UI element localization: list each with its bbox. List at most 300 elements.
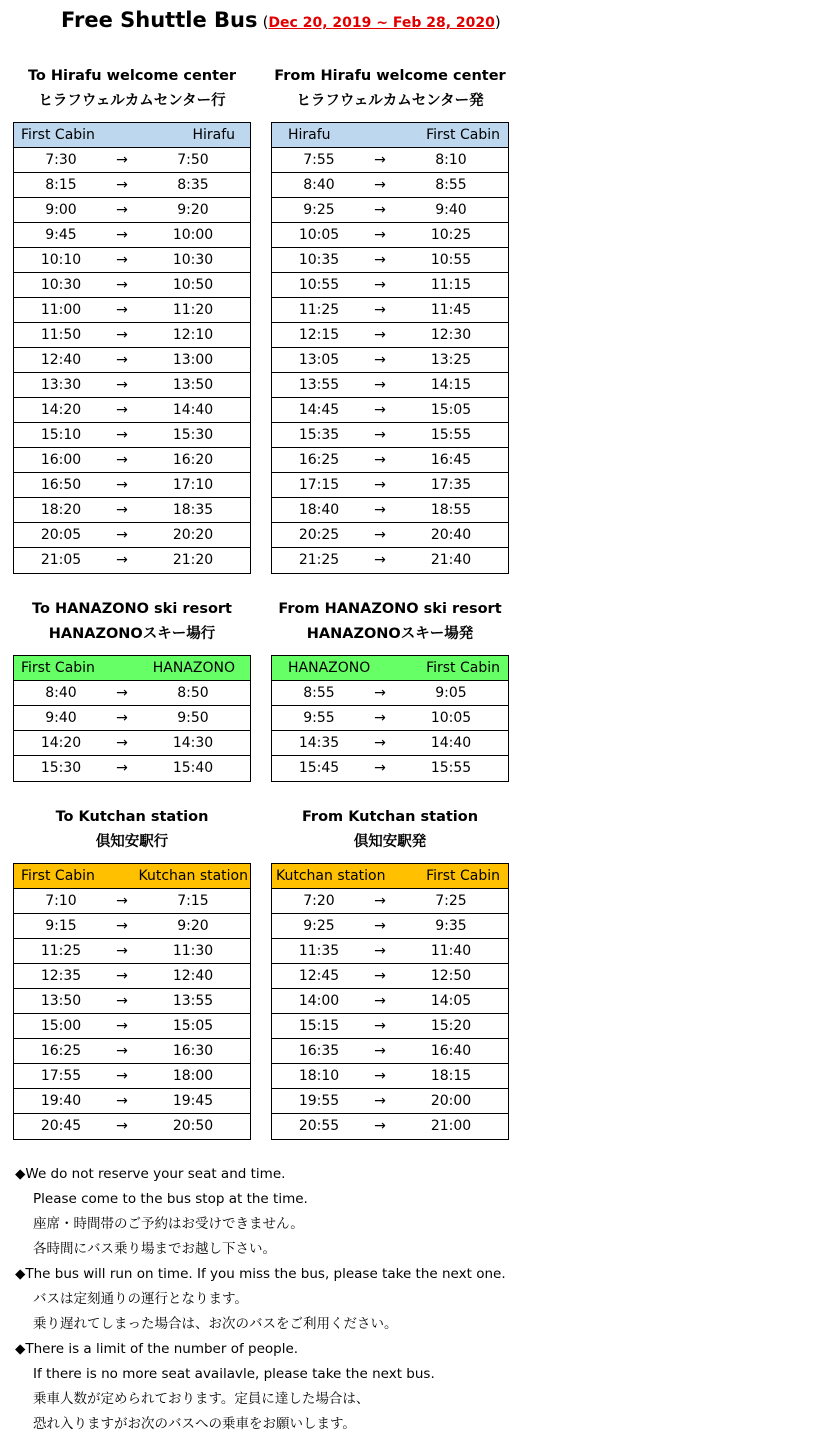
depart-time: 14:00: [298, 993, 340, 1009]
table-row: [14, 148, 250, 173]
arrow-icon: →: [374, 202, 386, 218]
table-row: [272, 323, 508, 348]
arrive-time: 15:40: [172, 760, 214, 776]
arrow-icon: →: [116, 1043, 128, 1059]
table-row: [14, 681, 250, 706]
table-row: [272, 248, 508, 273]
arrow-icon: →: [116, 1068, 128, 1084]
depart-time: 15:35: [298, 427, 340, 443]
section-title-ja: HANAZONOスキー場発: [306, 626, 474, 642]
depart-time: 12:45: [298, 968, 340, 984]
note-line: バスは定刻通りの運行となります。: [33, 1291, 248, 1307]
section-title-ja: HANAZONOスキー場行: [48, 626, 216, 642]
depart-time: 15:45: [298, 760, 340, 776]
arrive-time: 21:40: [430, 552, 472, 568]
section-title: [13, 805, 251, 855]
depart-time: 16:50: [40, 477, 82, 493]
table-row: [272, 448, 508, 473]
arrive-time: 11:20: [172, 302, 214, 318]
table-row: [272, 198, 508, 223]
note-line: 座席・時間帯のご予約はお受けできません。: [33, 1216, 304, 1232]
section-title: [271, 597, 509, 647]
arrive-time: 18:15: [430, 1068, 472, 1084]
arrow-icon: →: [374, 277, 386, 293]
arrive-time: 8:55: [435, 177, 467, 193]
table-row: [14, 198, 250, 223]
arrive-time: 11:15: [430, 277, 472, 293]
arrow-icon: →: [374, 893, 386, 909]
arrow-icon: →: [374, 327, 386, 343]
table-row: [272, 398, 508, 423]
table-row: [272, 548, 508, 573]
arrow-icon: →: [374, 1118, 386, 1134]
column-to: Hirafu: [192, 127, 235, 143]
notes: [15, 1162, 506, 1437]
arrive-time: 20:20: [172, 527, 214, 543]
arrive-time: 17:35: [430, 477, 472, 493]
table-row: [14, 1014, 250, 1039]
depart-time: 12:35: [40, 968, 82, 984]
table-row: [14, 498, 250, 523]
table-row: [272, 473, 508, 498]
arrive-time: 13:00: [172, 352, 214, 368]
section-title-en: From Hirafu welcome center: [274, 68, 506, 84]
arrive-time: 16:45: [430, 452, 472, 468]
depart-time: 16:00: [40, 452, 82, 468]
arrive-time: 18:00: [172, 1068, 214, 1084]
table-row: [14, 523, 250, 548]
arrow-icon: →: [374, 352, 386, 368]
depart-time: 11:35: [298, 943, 340, 959]
arrow-icon: →: [374, 760, 386, 776]
table-row: [14, 273, 250, 298]
table-row: [272, 173, 508, 198]
column-to: HANAZONO: [152, 660, 235, 676]
arrive-time: 9:05: [435, 685, 467, 701]
depart-time: 14:20: [40, 402, 82, 418]
arrow-icon: →: [116, 277, 128, 293]
depart-time: 9:15: [45, 918, 77, 934]
table-row: [272, 423, 508, 448]
table-row: [14, 706, 250, 731]
depart-time: 17:55: [40, 1068, 82, 1084]
table-row: [272, 498, 508, 523]
arrive-time: 17:10: [172, 477, 214, 493]
section-title: [13, 597, 251, 647]
arrive-time: 13:25: [430, 352, 472, 368]
table-row: [14, 423, 250, 448]
timetable: [271, 655, 509, 782]
arrive-time: 13:55: [172, 993, 214, 1009]
column-from: First Cabin: [21, 868, 95, 884]
depart-time: 9:00: [45, 202, 77, 218]
depart-time: 9:55: [303, 710, 335, 726]
table-header: [14, 864, 250, 889]
depart-time: 16:25: [298, 452, 340, 468]
column-to: First Cabin: [426, 660, 500, 676]
column-to: First Cabin: [426, 127, 500, 143]
arrive-time: 15:20: [430, 1018, 472, 1034]
arrive-time: 8:35: [177, 177, 209, 193]
arrive-time: 11:30: [172, 943, 214, 959]
arrive-time: 11:45: [430, 302, 472, 318]
note-line: If there is no more seat availavle, please take the next bus.: [33, 1366, 435, 1382]
table-row: [272, 1039, 508, 1064]
arrive-time: 8:10: [435, 152, 467, 168]
arrow-icon: →: [374, 402, 386, 418]
arrive-time: 9:35: [435, 918, 467, 934]
arrive-time: 9:20: [177, 918, 209, 934]
arrive-time: 15:30: [172, 427, 214, 443]
depart-time: 15:30: [40, 760, 82, 776]
arrow-icon: →: [116, 327, 128, 343]
table-row: [272, 373, 508, 398]
table-header: [272, 123, 508, 148]
column-to: First Cabin: [426, 868, 500, 884]
depart-time: 8:40: [45, 685, 77, 701]
depart-time: 8:15: [45, 177, 77, 193]
arrow-icon: →: [116, 202, 128, 218]
arrive-time: 10:05: [430, 710, 472, 726]
arrive-time: 18:55: [430, 502, 472, 518]
note-line: 乗り遅れてしまった場合は、お次のバスをご利用ください。: [33, 1316, 398, 1332]
table-header: [272, 656, 508, 681]
depart-time: 9:45: [45, 227, 77, 243]
depart-time: 20:45: [40, 1118, 82, 1134]
section-title-ja: 倶知安駅行: [95, 834, 169, 850]
table-row: [14, 548, 250, 573]
section-title-en: To Hirafu welcome center: [27, 68, 237, 84]
table-row: [14, 448, 250, 473]
arrive-time: 19:45: [172, 1093, 214, 1109]
section-title: [271, 805, 509, 855]
depart-time: 7:10: [45, 893, 77, 909]
table-row: [14, 173, 250, 198]
arrow-icon: →: [374, 968, 386, 984]
table-row: [14, 398, 250, 423]
arrow-icon: →: [374, 377, 386, 393]
table-row: [14, 964, 250, 989]
arrow-icon: →: [374, 1018, 386, 1034]
depart-time: 14:45: [298, 402, 340, 418]
column-from: Hirafu: [288, 127, 331, 143]
arrow-icon: →: [116, 177, 128, 193]
arrow-icon: →: [116, 1118, 128, 1134]
depart-time: 7:55: [303, 152, 335, 168]
table-row: [14, 989, 250, 1014]
arrow-icon: →: [116, 1018, 128, 1034]
arrive-time: 16:20: [172, 452, 214, 468]
depart-time: 14:20: [40, 735, 82, 751]
arrow-icon: →: [374, 252, 386, 268]
depart-time: 13:05: [298, 352, 340, 368]
depart-time: 10:05: [298, 227, 340, 243]
section-title-ja: 倶知安駅発: [353, 834, 427, 850]
depart-time: 10:10: [40, 252, 82, 268]
arrow-icon: →: [374, 527, 386, 543]
section-title-en: From HANAZONO ski resort: [278, 601, 502, 617]
table-row: [14, 298, 250, 323]
timetable: [13, 655, 251, 782]
table-header: [14, 123, 250, 148]
timetable: [271, 863, 509, 1140]
arrow-icon: →: [116, 552, 128, 568]
depart-time: 21:25: [298, 552, 340, 568]
depart-time: 9:40: [45, 710, 77, 726]
timetable: [13, 863, 251, 1140]
table-row: [272, 681, 508, 706]
table-row: [14, 1039, 250, 1064]
arrow-icon: →: [116, 685, 128, 701]
arrow-icon: →: [116, 352, 128, 368]
table-row: [272, 706, 508, 731]
table-row: [272, 1114, 508, 1139]
column-from: HANAZONO: [288, 660, 371, 676]
table-header: [272, 864, 508, 889]
arrow-icon: →: [116, 943, 128, 959]
table-row: [14, 248, 250, 273]
arrive-time: 10:30: [172, 252, 214, 268]
arrow-icon: →: [374, 685, 386, 701]
column-from: Kutchan station: [276, 868, 386, 884]
depart-time: 19:40: [40, 1093, 82, 1109]
depart-time: 15:10: [40, 427, 82, 443]
arrow-icon: →: [116, 452, 128, 468]
depart-time: 13:30: [40, 377, 82, 393]
table-row: [272, 731, 508, 756]
arrive-time: 10:25: [430, 227, 472, 243]
arrive-time: 12:10: [172, 327, 214, 343]
depart-time: 10:55: [298, 277, 340, 293]
arrive-time: 14:15: [430, 377, 472, 393]
arrive-time: 21:00: [430, 1118, 472, 1134]
arrow-icon: →: [374, 1043, 386, 1059]
depart-time: 21:05: [40, 552, 82, 568]
table-row: [14, 473, 250, 498]
depart-time: 13:50: [40, 993, 82, 1009]
arrive-time: 15:05: [172, 1018, 214, 1034]
table-row: [14, 323, 250, 348]
arrive-time: 8:50: [177, 685, 209, 701]
table-row: [14, 373, 250, 398]
arrive-time: 20:40: [430, 527, 472, 543]
depart-time: 19:55: [298, 1093, 340, 1109]
table-row: [272, 523, 508, 548]
table-row: [272, 989, 508, 1014]
arrow-icon: →: [116, 227, 128, 243]
arrive-time: 16:40: [430, 1043, 472, 1059]
arrow-icon: →: [116, 710, 128, 726]
arrive-time: 15:05: [430, 402, 472, 418]
depart-time: 16:25: [40, 1043, 82, 1059]
arrive-time: 7:25: [435, 893, 467, 909]
column-to: Kutchan station: [138, 868, 248, 884]
table-row: [14, 939, 250, 964]
depart-time: 11:50: [40, 327, 82, 343]
table-row: [14, 731, 250, 756]
arrow-icon: →: [116, 993, 128, 1009]
arrive-time: 10:00: [172, 227, 214, 243]
arrow-icon: →: [374, 735, 386, 751]
depart-time: 18:10: [298, 1068, 340, 1084]
arrive-time: 13:50: [172, 377, 214, 393]
note-bullet: ◆We do not reserve your seat and time.: [15, 1166, 286, 1182]
depart-time: 10:35: [298, 252, 340, 268]
table-row: [272, 939, 508, 964]
arrive-time: 11:40: [430, 943, 472, 959]
table-row: [272, 148, 508, 173]
table-row: [272, 223, 508, 248]
depart-time: 12:15: [298, 327, 340, 343]
arrow-icon: →: [116, 427, 128, 443]
arrow-icon: →: [116, 918, 128, 934]
table-row: [272, 273, 508, 298]
arrow-icon: →: [374, 710, 386, 726]
arrive-time: 14:30: [172, 735, 214, 751]
title-main: Free Shuttle Bus: [61, 8, 258, 32]
table-row: [272, 914, 508, 939]
arrow-icon: →: [116, 893, 128, 909]
arrow-icon: →: [116, 527, 128, 543]
depart-time: 20:25: [298, 527, 340, 543]
table-row: [14, 1089, 250, 1114]
arrow-icon: →: [116, 477, 128, 493]
date-range: Dec 20, 2019 ~ Feb 28, 2020: [268, 15, 495, 31]
arrow-icon: →: [374, 477, 386, 493]
table-row: [14, 348, 250, 373]
arrow-icon: →: [116, 302, 128, 318]
arrive-time: 15:55: [430, 427, 472, 443]
table-row: [14, 223, 250, 248]
arrive-time: 14:40: [430, 735, 472, 751]
arrow-icon: →: [116, 152, 128, 168]
depart-time: 9:25: [303, 918, 335, 934]
arrive-time: 10:50: [172, 277, 214, 293]
arrive-time: 20:50: [172, 1118, 214, 1134]
arrow-icon: →: [374, 227, 386, 243]
depart-time: 8:40: [303, 177, 335, 193]
section-title-ja: ヒラフウェルカムセンター発: [296, 93, 484, 109]
arrow-icon: →: [116, 1093, 128, 1109]
table-row: [14, 1064, 250, 1089]
note-line: 乗車人数が定められております。定員に達した場合は、: [33, 1391, 370, 1407]
note-line: Please come to the bus stop at the time.: [33, 1191, 308, 1207]
table-row: [14, 889, 250, 914]
arrive-time: 7:15: [177, 893, 209, 909]
arrow-icon: →: [374, 302, 386, 318]
depart-time: 10:30: [40, 277, 82, 293]
depart-time: 7:20: [303, 893, 335, 909]
table-row: [14, 914, 250, 939]
arrive-time: 12:40: [172, 968, 214, 984]
arrive-time: 9:20: [177, 202, 209, 218]
depart-time: 20:05: [40, 527, 82, 543]
table-row: [272, 1064, 508, 1089]
arrow-icon: →: [374, 993, 386, 1009]
arrive-time: 9:50: [177, 710, 209, 726]
arrow-icon: →: [374, 918, 386, 934]
arrive-time: 12:50: [430, 968, 472, 984]
table-row: [272, 1089, 508, 1114]
table-row: [272, 756, 508, 781]
arrow-icon: →: [374, 152, 386, 168]
arrow-icon: →: [116, 252, 128, 268]
timetable: [13, 122, 251, 574]
table-row: [14, 1114, 250, 1139]
depart-time: 16:35: [298, 1043, 340, 1059]
arrow-icon: →: [116, 402, 128, 418]
table-row: [272, 1014, 508, 1039]
table-row: [272, 889, 508, 914]
section-title-ja: ヒラフウェルカムセンター行: [38, 93, 226, 109]
section-title-en: To Kutchan station: [55, 809, 209, 825]
depart-time: 20:55: [298, 1118, 340, 1134]
page-title: [61, 8, 501, 32]
arrive-time: 12:30: [430, 327, 472, 343]
depart-time: 9:25: [303, 202, 335, 218]
section-title-en: From Kutchan station: [301, 809, 479, 825]
table-row: [272, 348, 508, 373]
depart-time: 13:55: [298, 377, 340, 393]
arrive-time: 20:00: [430, 1093, 472, 1109]
arrow-icon: →: [116, 377, 128, 393]
depart-time: 17:15: [298, 477, 340, 493]
table-row: [14, 756, 250, 781]
arrive-time: 7:50: [177, 152, 209, 168]
arrow-icon: →: [116, 968, 128, 984]
arrow-icon: →: [374, 552, 386, 568]
arrive-time: 21:20: [172, 552, 214, 568]
section-title-en: To HANAZONO ski resort: [32, 601, 232, 617]
arrive-time: 15:55: [430, 760, 472, 776]
depart-time: 15:15: [298, 1018, 340, 1034]
title-paren-open: (: [262, 13, 269, 31]
note-bullet: ◆The bus will run on time. If you miss the bus, please take the next one.: [15, 1266, 506, 1282]
depart-time: 11:25: [40, 943, 82, 959]
title-paren-close: ): [494, 13, 501, 31]
note-line: 恐れ入りますがお次のバスへの乗車をお願いします。: [33, 1416, 356, 1432]
arrow-icon: →: [374, 427, 386, 443]
depart-time: 12:40: [40, 352, 82, 368]
arrive-time: 14:40: [172, 402, 214, 418]
arrow-icon: →: [374, 1093, 386, 1109]
arrow-icon: →: [374, 1068, 386, 1084]
table-row: [272, 964, 508, 989]
note-bullet: ◆There is a limit of the number of people.: [15, 1341, 299, 1357]
depart-time: 18:20: [40, 502, 82, 518]
depart-time: 8:55: [303, 685, 335, 701]
timetable: [271, 122, 509, 574]
arrow-icon: →: [116, 735, 128, 751]
depart-time: 11:25: [298, 302, 340, 318]
depart-time: 7:30: [45, 152, 77, 168]
arrive-time: 16:30: [172, 1043, 214, 1059]
depart-time: 18:40: [298, 502, 340, 518]
arrive-time: 9:40: [435, 202, 467, 218]
arrow-icon: →: [116, 502, 128, 518]
arrive-time: 18:35: [172, 502, 214, 518]
arrive-time: 14:05: [430, 993, 472, 1009]
table-row: [272, 298, 508, 323]
table-header: [14, 656, 250, 681]
section-title: [13, 64, 251, 114]
column-from: First Cabin: [21, 127, 95, 143]
depart-time: 15:00: [40, 1018, 82, 1034]
arrive-time: 10:55: [430, 252, 472, 268]
arrow-icon: →: [374, 452, 386, 468]
arrow-icon: →: [374, 943, 386, 959]
depart-time: 11:00: [40, 302, 82, 318]
